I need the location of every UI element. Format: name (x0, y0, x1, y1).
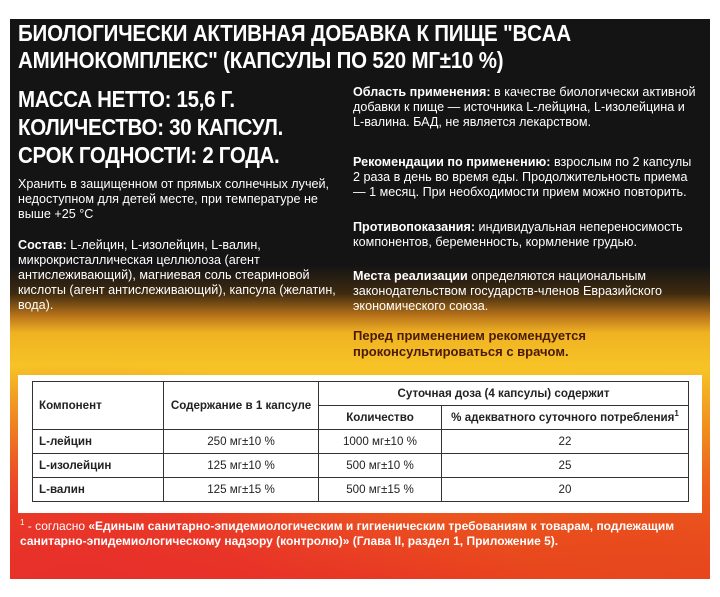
net-mass: МАССА НЕТТО: 15,6 Г. (18, 87, 235, 113)
application-area-text: в качестве биологически активной добавки к пище — источника L-лейцина, L-изолейцина и L-валина. БАД, не является лекарством. (353, 85, 696, 129)
shelf-life: СРОК ГОДНОСТИ: 2 ГОДА. (18, 143, 280, 169)
row-percent: 22 (442, 430, 689, 454)
row-amount: 1000 мг±10 % (319, 430, 442, 454)
product-title: БИОЛОГИЧЕСКИ АКТИВНАЯ ДОБАВКА К ПИЩЕ "BCAA АМИНОКОМПЛЕКС" (КАПСУЛЫ ПО 520 МГ±10 %) (18, 21, 571, 74)
sale-places (353, 269, 698, 314)
capsule-quantity: КОЛИЧЕСТВО: 30 КАПСУЛ. (18, 115, 283, 141)
doctor-warning: Перед применением рекомендуется проконсультироваться с врачом. (353, 328, 586, 359)
header-component: Компонент (33, 382, 164, 430)
footnote (20, 519, 700, 549)
footnote-text: «Единым санитарно-эпидемиологическим и гигиеническим требованиям к товарам, подлежащим санитарно-эпидемиологическому надзору (контролю)» (Глава II, раздел 1, Приложение 5). (20, 519, 675, 548)
recommendations-text: взрослым по 2 капсулы 2 раза в день во время еды. Продолжительность приема — 1 месяц. При необходимости прием можно повторить. (353, 155, 692, 199)
composition (18, 238, 343, 313)
header-daily-dose: Суточная доза (4 капсулы) содержит (319, 382, 689, 406)
sale-places-label: Места реализации (353, 269, 468, 283)
footnote-lead: - согласно (24, 519, 89, 533)
application-area-label: Область применения: (353, 85, 491, 99)
nutrition-table-panel (18, 375, 702, 513)
contraindications-text: индивидуальная непереносимость компонентов, беременность, кормление грудью. (353, 220, 683, 249)
header-percent: % адекватного суточного потребления$^1$ (442, 406, 689, 430)
product-label (10, 19, 710, 579)
contraindications (353, 220, 698, 250)
row-component: L-валин (33, 478, 164, 502)
row-content: 125 мг±15 % (164, 478, 319, 502)
storage-conditions: Хранить в защищенном от прямых солнечных лучей, недоступном для детей месте, при температуре не выше +25 °С (18, 177, 330, 221)
row-component: L-лейцин (33, 430, 164, 454)
sale-places-text: определяются национальным законодательством государств-членов Евразийского экономического союза. (353, 269, 663, 313)
table-row (33, 430, 689, 454)
application-area (353, 85, 698, 130)
row-percent: 20 (442, 478, 689, 502)
row-percent: 25 (442, 454, 689, 478)
nutrition-table (32, 381, 689, 502)
recommendations-label: Рекомендации по применению: (353, 155, 551, 169)
recommendations (353, 155, 698, 200)
composition-label: Состав: (18, 238, 67, 252)
row-amount: 500 мг±10 % (319, 454, 442, 478)
percent-footnote-marker: 1 (674, 409, 679, 419)
footnote-marker: 1 (20, 518, 25, 527)
row-content: 250 мг±10 % (164, 430, 319, 454)
table-row (33, 454, 689, 478)
contraindications-label: Противопоказания: (353, 220, 476, 234)
row-content: 125 мг±10 % (164, 454, 319, 478)
header-amount: Количество (319, 406, 442, 430)
row-amount: 500 мг±15 % (319, 478, 442, 502)
header-content: Содержание в 1 капсуле (164, 382, 319, 430)
table-row (33, 478, 689, 502)
row-component: L-изолейцин (33, 454, 164, 478)
composition-text: L-лейцин, L-изолейцин, L-валин, микрокристаллическая целлюлоза (агент антислеживающий), магниевая соль стеариновой кислоты (агент антислеживающий), капсула (желатин, вода). (18, 238, 336, 312)
